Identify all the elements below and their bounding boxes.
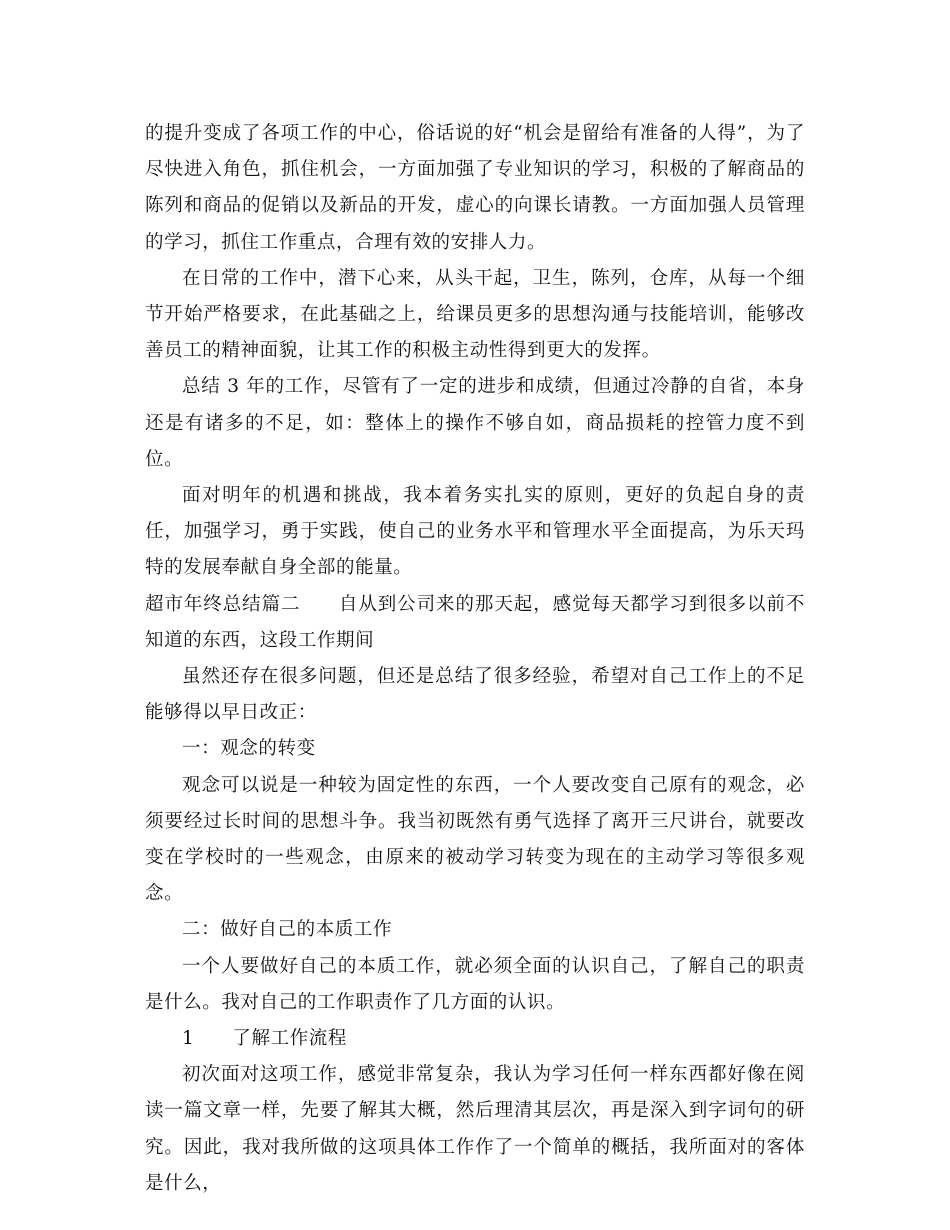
- subheading-own-work: 二：做好自己的本质工作: [182, 919, 393, 941]
- section-title: 超市年终总结篇二: [145, 593, 301, 615]
- paragraph-concept: 观念可以说是一种较为固定性的东西，一个人要改变自己原有的观念，必须要经过长时间的思想斗争。我当初既然有勇气选择了离开三尺讲台，就要改变在学校时的一些观念，由原来的被动学习转变为现在的主动学习等很多观念。: [145, 774, 805, 905]
- paragraph-own-work: 一个人要做好自己的本质工作，就必须全面的认识自己，了解自己的职责是什么。我对自己的工作职责作了几方面的认识。: [145, 955, 805, 1013]
- paragraph-workflow: 初次面对这项工作，感觉非常复杂，我认为学习任何一样东西都好像在阅读一篇文章一样，先要了解其大概，然后理清其层次，再是深入到字词句的研究。因此，我对我所做的这项具体工作作了一个简单的概括，我所面对的客体是什么，: [145, 1064, 805, 1194]
- item-number: 1: [182, 1028, 195, 1050]
- paragraph-continuation: 的提升变成了各项工作的中心，俗话说的好“机会是留给有准备的人得”，为了尽快进入角色，抓住机会，一方面加强了专业知识的学习，积极的了解商品的陈列和商品的促销以及新品的开发，虚心的向课长请教。一方面加强人员管理的学习，抓住工作重点，合理有效的安排人力。: [145, 123, 805, 253]
- paragraph-summary: 总结 3 年的工作，尽管有了一定的进步和成绩，但通过冷静的自省，本身还是有诸多的不足，如：整体上的操作不够自如，商品损耗的控管力度不到位。: [145, 376, 805, 470]
- subheading-concept-change: 一：观念的转变: [182, 738, 316, 760]
- paragraph-daily-work: 在日常的工作中，潜下心来，从头干起，卫生，陈列，仓库，从每一个细节开始严格要求，在此基础之上，给课员更多的思想沟通与技能培训，能够改善员工的精神面貌，让其工作的积极主动性得到更大的发挥。: [145, 267, 805, 362]
- list-item-heading: [145, 1021, 805, 1057]
- item-title: 了解工作流程: [232, 1028, 347, 1050]
- paragraph-problems: 虽然还存在很多问题，但还是总结了很多经验，希望对自己工作上的不足能够得以早日改正：: [145, 666, 805, 724]
- document-body: [145, 116, 805, 1202]
- section-heading-line: [145, 587, 805, 659]
- section-intro: 自从到公司来的那天起，感觉每天都学习到很多以前不知道的东西，这段工作期间: [145, 593, 805, 651]
- paragraph-next-year: 面对明年的机遇和挑战，我本着务实扎实的原则，更好的负起自身的责任，加强学习，勇于实践，使自己的业务水平和管理水平全面提高，为乐天玛特的发展奉献自身全部的能量。: [145, 485, 805, 579]
